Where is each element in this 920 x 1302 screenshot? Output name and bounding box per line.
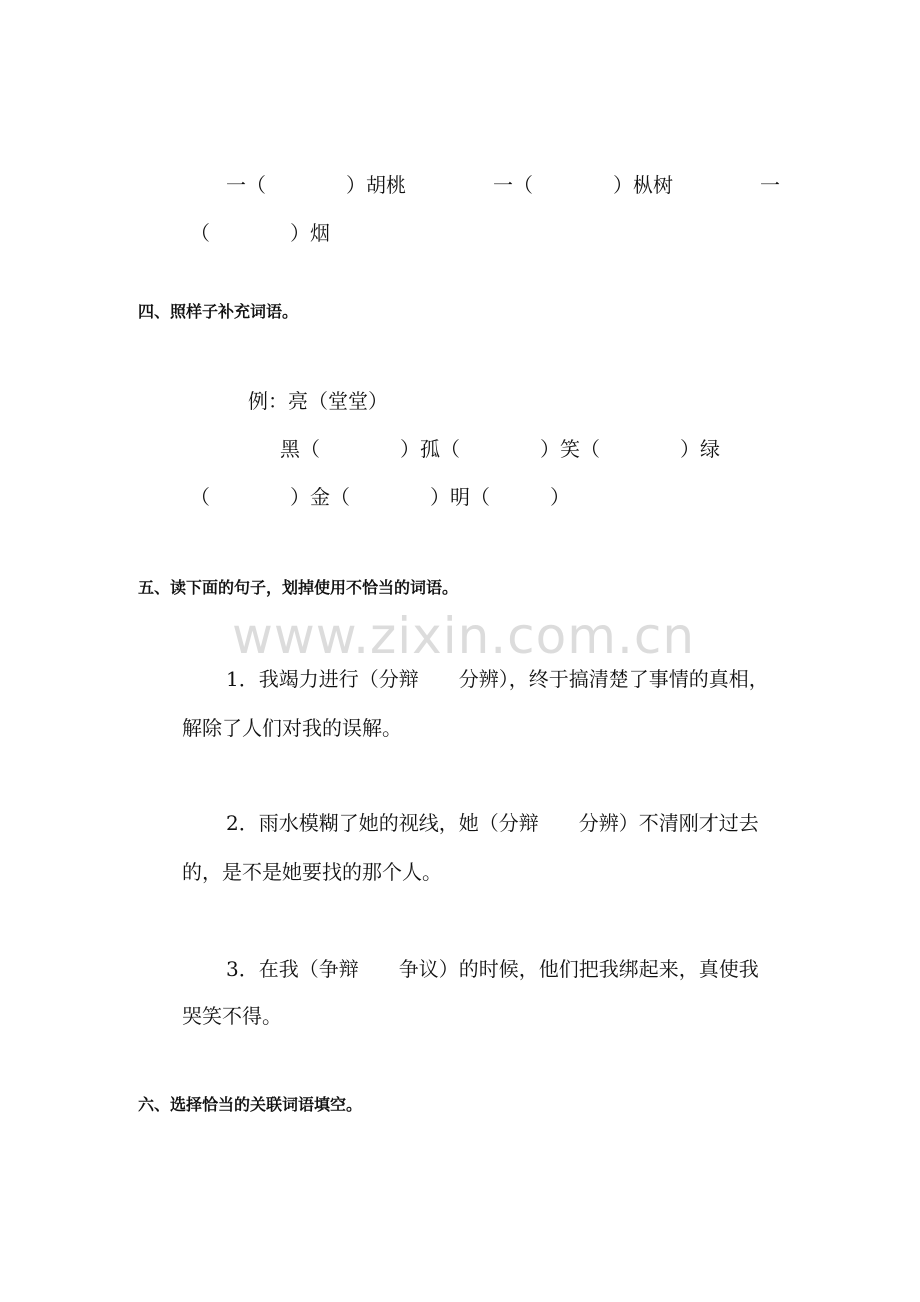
sentence-1-line-2: 解除了人们对我的误解。: [182, 716, 402, 740]
section-4-line-1: 黑（ ）孤（ ）笑（ ）绿: [280, 437, 720, 461]
sentence-1-line-1: 1．我竭力进行（分辩 分辨），终于搞清楚了事情的真相，: [226, 667, 769, 691]
sentence-2-line-1: 2．雨水模糊了她的视线，她（分辩 分辨）不清刚才过去: [226, 811, 759, 835]
section-6-heading: 六、选择恰当的关联词语填空。: [138, 1095, 363, 1114]
section-5-heading: 五、读下面的句子，划掉使用不恰当的词语。: [138, 578, 459, 597]
section-4-example: 例：亮（堂堂）: [248, 389, 388, 413]
sentence-3-line-1: 3．在我（争辩 争议）的时候，他们把我绑起来，真使我: [226, 957, 759, 981]
measure-word-item-3-start: 一: [760, 173, 780, 197]
measure-word-item-2: 一（ ）枞树: [493, 173, 673, 197]
sentence-3-line-2: 哭笑不得。: [182, 1004, 282, 1028]
measure-word-item-3-end: （ ）烟: [190, 221, 330, 245]
measure-word-item-1: 一（ ）胡桃: [226, 173, 406, 197]
section-4-line-2: （ ）金（ ）明（ ）: [190, 485, 570, 509]
sentence-2-line-2: 的，是不是她要找的那个人。: [182, 860, 442, 884]
watermark: www.zixin.com.cn: [232, 607, 696, 665]
section-4-heading: 四、照样子补充词语。: [138, 302, 299, 321]
